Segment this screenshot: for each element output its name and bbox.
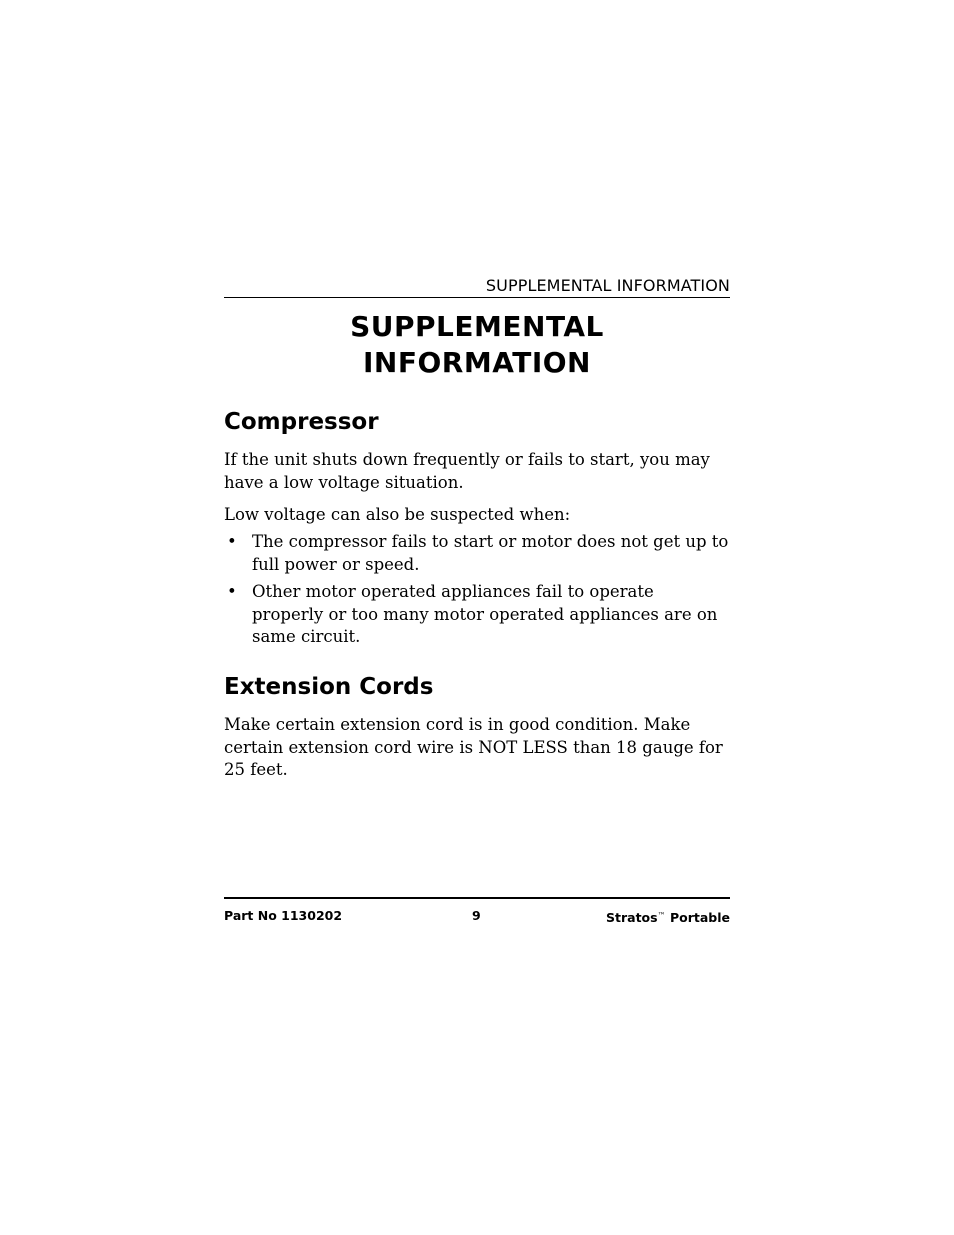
list-item-text: The compressor fails to start or motor does not get up to full power or speed. <box>252 532 729 574</box>
footer-page-number: 9 <box>472 908 481 923</box>
header-rule <box>224 297 730 298</box>
footer-product-name <box>606 908 730 926</box>
list-item-text: Other motor operated appliances fail to operate properly or too many motor operated appliances are on same circuit. <box>252 582 718 646</box>
page-title <box>224 309 730 381</box>
page-title-line-2: INFORMATION <box>363 346 591 379</box>
extension-cords-heading: Extension Cords <box>224 674 434 700</box>
compressor-bullet-list <box>224 531 730 654</box>
running-head: SUPPLEMENTAL INFORMATION <box>485 276 730 295</box>
trademark-symbol: ™ <box>657 911 666 920</box>
compressor-paragraph-1: If the unit shuts down frequently or fails to start, you may have a low voltage situation. <box>224 450 710 492</box>
footer-product-brand: Stratos <box>606 910 658 925</box>
bullet-icon: • <box>227 582 237 601</box>
compressor-heading: Compressor <box>224 409 379 435</box>
list-item <box>224 581 730 649</box>
page-title-line-1: SUPPLEMENTAL <box>350 310 604 343</box>
compressor-paragraph-2: Low voltage can also be suspected when: <box>224 505 571 524</box>
footer-rule <box>224 897 730 899</box>
bullet-icon: • <box>227 532 237 551</box>
footer-product-suffix: Portable <box>669 910 730 925</box>
list-item <box>224 531 730 576</box>
footer-part-number: Part No 1130202 <box>224 908 343 923</box>
extension-cords-paragraph: Make certain extension cord is in good condition. Make certain extension cord wire is NOT LESS than 18 gauge for 25 feet. <box>224 715 723 779</box>
